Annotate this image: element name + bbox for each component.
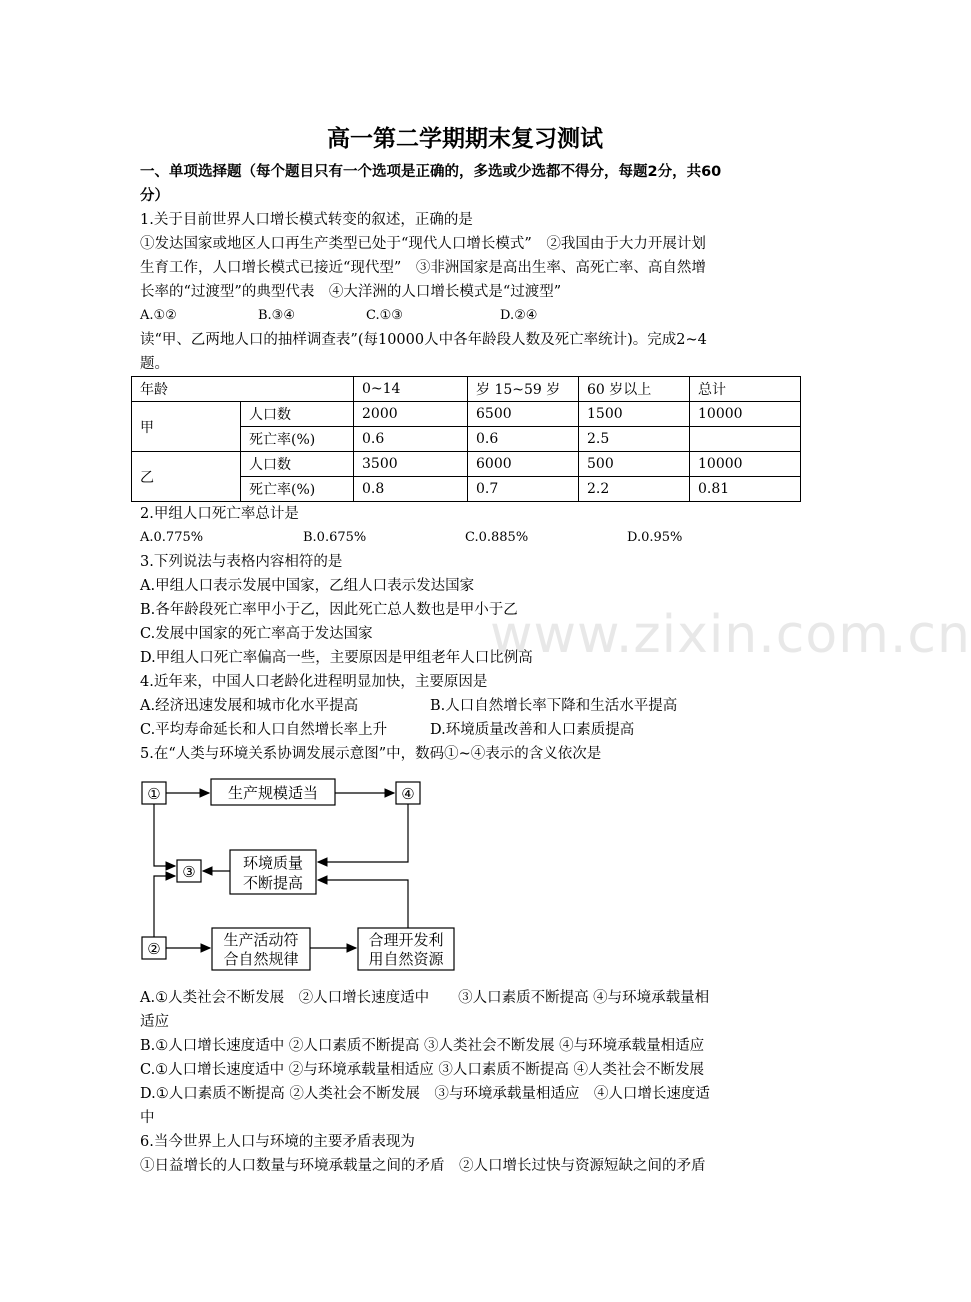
table-cell: 0.7 xyxy=(468,477,579,502)
q1-option-d: D.②④ xyxy=(500,308,538,323)
q4-option-b: B.人口自然增长率下降和生活水平提高 xyxy=(430,698,678,714)
table-cell: 2.5 xyxy=(579,427,690,452)
q4-option-d: D.环境质量改善和人口素质提高 xyxy=(430,722,635,738)
q4-option-c: C.平均寿命延长和人口自然增长率上升 xyxy=(140,722,388,738)
table-cell: 2000 xyxy=(354,402,468,427)
table-cell: 0.81 xyxy=(690,477,801,502)
table-header-cell: 60 岁以上 xyxy=(579,377,690,402)
scale-label: 生产规模适当 xyxy=(227,784,319,802)
q3-option-c: C.发展中国家的死亡率高于发达国家 xyxy=(140,626,373,642)
q3-stem: 3.下列说法与表格内容相符的是 xyxy=(140,554,343,570)
row-label-cell: 人口数 xyxy=(241,402,354,427)
table-cell: 0.8 xyxy=(354,477,468,502)
page-title: 高一第二学期期末复习测试 xyxy=(327,126,603,152)
resource-label-line-1: 合理开发利 xyxy=(368,931,444,949)
table-cell: 10000 xyxy=(690,402,801,427)
q5-stem: 5.在“人类与环境关系协调发展示意图”中，数码①~④表示的含义依次是 xyxy=(140,746,602,762)
table-header-cell: 0~14 xyxy=(354,377,468,402)
table-cell: 10000 xyxy=(690,452,801,477)
row-label-cell: 死亡率(%) xyxy=(241,477,354,502)
q2-stem: 2.甲组人口死亡率总计是 xyxy=(140,506,299,522)
q1-stem: 1.关于目前世界人口增长模式转变的叙述，正确的是 xyxy=(140,212,473,228)
section-heading-line-1: 一、单项选择题（每个题目只有一个选项是正确的，多选或少选都不得分，每题2分，共60 xyxy=(140,164,722,180)
q4-option-a: A.经济迅速发展和城市化水平提高 xyxy=(140,698,359,714)
q5-option-a-line-2: 适应 xyxy=(140,1014,169,1030)
activity-label-line-1: 生产活动符 xyxy=(223,931,299,949)
reading-prompt-line-2: 题。 xyxy=(140,356,169,372)
section-heading-line-2: 分） xyxy=(140,188,169,204)
table-cell: 6500 xyxy=(468,402,579,427)
q2-option-b: B.0.675% xyxy=(303,530,367,545)
row-label-cell: 死亡率(%) xyxy=(241,427,354,452)
q5-option-c: C.①人口增长速度适中 ②与环境承载量相适应 ③人口素质不断提高 ④人类社会不断发展 xyxy=(140,1062,705,1078)
resource-label-line-2: 用自然资源 xyxy=(368,950,444,968)
q1-line-3: 长率的“过渡型”的典型代表 ④大洋洲的人口增长模式是“过渡型” xyxy=(140,284,562,300)
table-header-cell: 年龄 xyxy=(132,377,354,402)
q6-stem: 6.当今世界上人口与环境的主要矛盾表现为 xyxy=(140,1134,415,1150)
q3-option-a: A.甲组人口表示发展中国家，乙组人口表示发达国家 xyxy=(140,578,475,594)
q3-option-d: D.甲组人口死亡率偏高一些，主要原因是甲组老年人口比例高 xyxy=(140,650,533,666)
group-label-cell: 乙 xyxy=(132,452,241,502)
group-label-cell: 甲 xyxy=(132,402,241,452)
table-header-cell: 总计 xyxy=(690,377,801,402)
table-header-cell: 岁 15~59 岁 xyxy=(468,377,579,402)
arrow-1-to-3 xyxy=(154,804,175,866)
q3-option-b: B.各年龄段死亡率甲小于乙，因此死亡总人数也是甲小于乙 xyxy=(140,602,518,618)
q5-option-d-line-1: D.①人口素质不断提高 ②人类社会不断发展 ③与环境承载量相适应 ④人口增长速度适 xyxy=(140,1086,710,1102)
q2-option-a: A.0.775% xyxy=(140,530,204,545)
arrow-4-to-env xyxy=(318,804,408,862)
q6-line-1: ①日益增长的人口数量与环境承载量之间的矛盾 ②人口增长过快与资源短缺之间的矛盾 xyxy=(140,1158,706,1174)
node-3-label: ③ xyxy=(182,863,196,881)
q1-option-c: C.①③ xyxy=(366,308,403,323)
q2-option-d: D.0.95% xyxy=(627,530,683,545)
q4-stem: 4.近年来，中国人口老龄化进程明显加快，主要原因是 xyxy=(140,674,488,690)
node-4-label: ④ xyxy=(401,785,415,803)
activity-label-line-2: 合自然规律 xyxy=(223,950,299,968)
arrow-2-to-3 xyxy=(154,876,175,937)
q1-option-b: B.③④ xyxy=(258,308,295,323)
q5-option-d-line-2: 中 xyxy=(140,1110,155,1126)
row-label-cell: 人口数 xyxy=(241,452,354,477)
reading-prompt-line-1: 读“甲、乙两地人口的抽样调查表”(每10000人中各年龄段人数及死亡率统计)。完成2~4 xyxy=(140,332,707,348)
table-cell: 500 xyxy=(579,452,690,477)
table-cell: 1500 xyxy=(579,402,690,427)
node-2-label: ② xyxy=(147,940,161,958)
q1-line-2: 生育工作，人口增长模式已接近“现代型” ③非洲国家是高出生率、高死亡率、高自然增 xyxy=(140,260,706,276)
q5-option-b: B.①人口增长速度适中 ②人口素质不断提高 ③人类社会不断发展 ④与环境承载量相适应 xyxy=(140,1038,705,1054)
q1-option-a: A.①② xyxy=(140,308,177,323)
table-cell: 2.2 xyxy=(579,477,690,502)
node-1-label: ① xyxy=(147,785,161,803)
table-cell: 0.6 xyxy=(468,427,579,452)
q2-option-c: C.0.885% xyxy=(465,530,529,545)
table-cell: 0.6 xyxy=(354,427,468,452)
environment-label-line-1: 环境质量 xyxy=(242,854,304,872)
q1-line-1: ①发达国家或地区人口再生产类型已处于“现代人口增长模式” ②我国由于大力开展计划 xyxy=(140,236,706,252)
environment-label-line-2: 不断提高 xyxy=(242,874,304,892)
arrow-resource-to-env xyxy=(318,880,408,928)
watermark: www.zixin.com.cn xyxy=(490,605,971,665)
table-cell: 3500 xyxy=(354,452,468,477)
q5-option-a-line-1: A.①人类社会不断发展 ②人口增长速度适中 ③人口素质不断提高 ④与环境承载量相 xyxy=(140,990,710,1006)
table-cell: 6000 xyxy=(468,452,579,477)
